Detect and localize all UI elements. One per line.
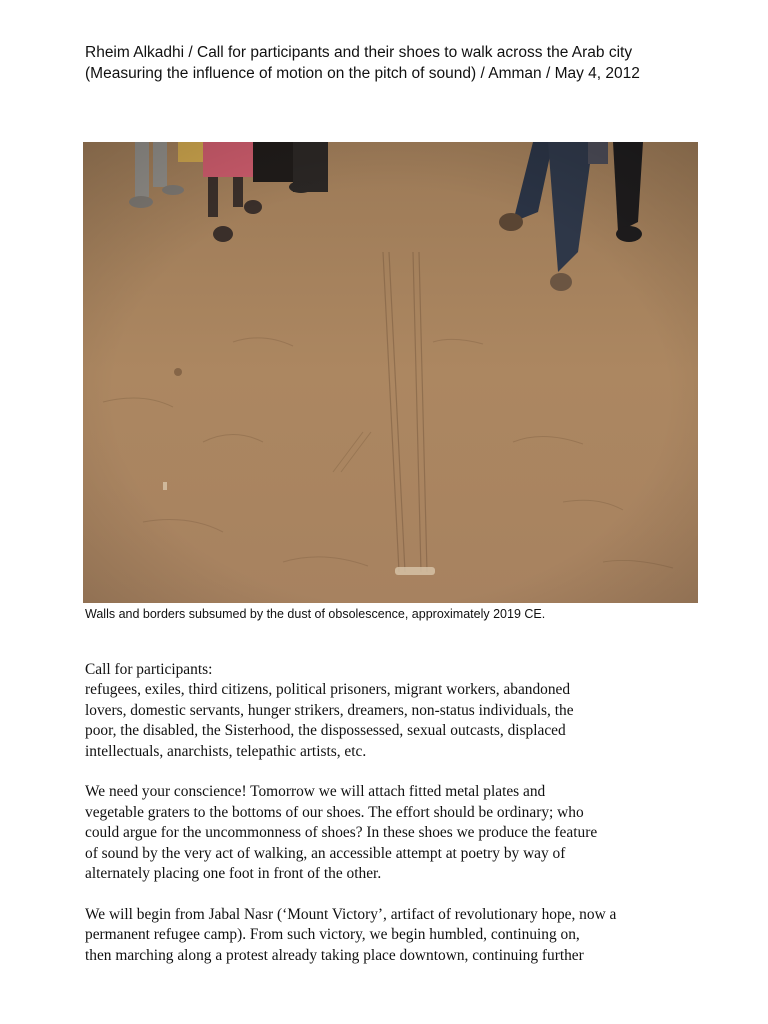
text-line: lovers, domestic servants, hunger strikers, dreamers, non-status individuals, the <box>85 701 574 719</box>
text-line: of sound by the very act of walking, an accessible attempt at poetry by way of <box>85 844 566 862</box>
header-subtitle-line: (Measuring the influence of motion on the pitch of sound) / Amman / May 4, 2012 <box>85 65 640 82</box>
text-line: vegetable graters to the bottoms of our shoes. The effort should be ordinary; who <box>85 803 584 821</box>
text-line: We will begin from Jabal Nasr (‘Mount Victory’, artifact of revolutionary hope, now a <box>85 905 617 923</box>
text-line: then marching along a protest already taking place downtown, continuing further <box>85 946 584 964</box>
text-line: refugees, exiles, third citizens, political prisoners, migrant workers, abandoned <box>85 681 571 699</box>
document-body <box>85 660 705 986</box>
text-line: could argue for the uncommonness of shoes? In these shoes we produce the feature <box>85 824 598 842</box>
text-line: Call for participants: <box>85 661 213 678</box>
text-line: We need your conscience! Tomorrow we will attach fitted metal plates and <box>85 783 546 801</box>
photo-caption: Walls and borders subsumed by the dust of obsolescence, approximately 2019 CE. <box>85 607 546 621</box>
route-paragraph <box>85 905 705 966</box>
document-header <box>85 42 735 84</box>
text-line: alternately placing one foot in front of the other. <box>85 865 382 883</box>
ground-photo <box>83 142 698 603</box>
conscience-paragraph <box>85 782 705 884</box>
text-line: permanent refugee camp). From such victory, we begin humbled, continuing on, <box>85 926 580 944</box>
text-line: poor, the disabled, the Sisterhood, the dispossessed, sexual outcasts, displaced <box>85 722 566 740</box>
participants-paragraph <box>85 660 705 762</box>
text-line: intellectuals, anarchists, telepathic artists, etc. <box>85 742 367 760</box>
header-title-line: Rheim Alkadhi / Call for participants and their shoes to walk across the Arab city <box>85 44 633 61</box>
